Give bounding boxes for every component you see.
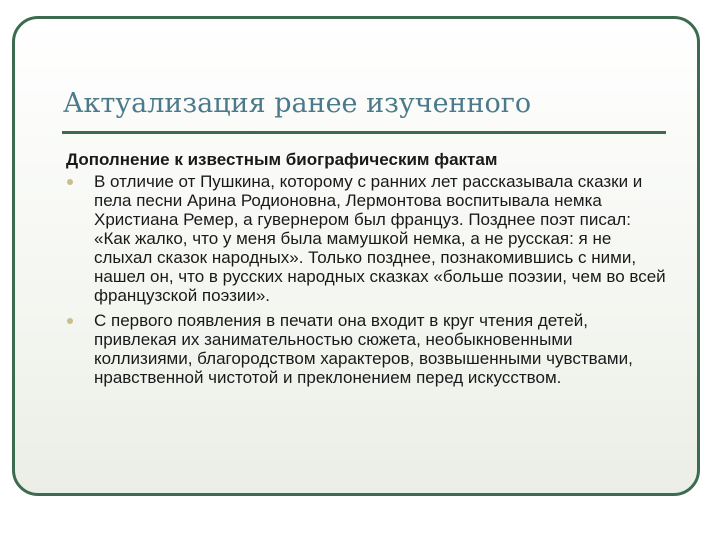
bullet-text: С первого появления в печати она входит в круг чтения детей, привлекая их занимательностью сюжета, необыкновенными коллизиями, благородством характеров, возвышенными чувствами, нравственной чистотой и преклонением перед искусством. — [94, 311, 633, 387]
bullet-list — [66, 172, 666, 387]
bullet-text: В отличие от Пушкина, которому с ранних лет рассказывала сказки и пела песни Арина Родионовна, Лермонтова воспитывала немка Христиана Ремер, а гувернером был француз. Позднее поэт писал: «Как жалко, что у меня была мамушкой немка, а не русская: я не слыхал сказок народных». Только позднее, познакомившись с ними, нашел он, что в русских народных сказках «больше поэзии, чем во всей французской поэзии». — [94, 172, 666, 305]
bullet-item — [66, 172, 666, 305]
title-underline — [62, 131, 666, 134]
slide-content — [66, 150, 666, 393]
bullet-dot-icon — [67, 318, 73, 324]
slide-title: Актуализация ранее изученного — [63, 88, 532, 119]
subheading: Дополнение к известным биографическим фактам — [66, 150, 498, 169]
bullet-item — [66, 311, 666, 387]
bullet-dot-icon — [67, 179, 73, 185]
